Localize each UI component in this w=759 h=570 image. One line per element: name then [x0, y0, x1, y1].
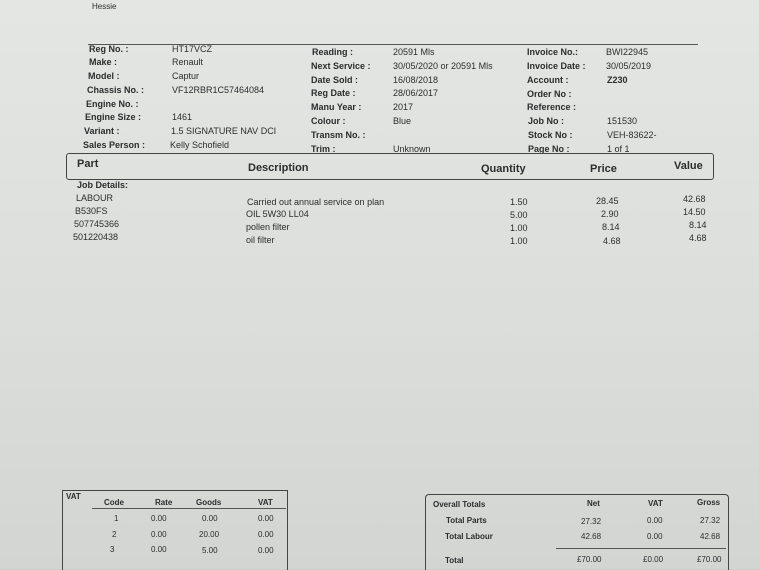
colour-label: Colour :	[311, 116, 346, 126]
job-no-label: Job No :	[528, 116, 564, 126]
total-parts-label: Total Parts	[446, 516, 487, 525]
reference-label: Reference :	[527, 102, 577, 112]
value-header: Value	[674, 160, 703, 172]
reg-date-label: Reg Date :	[311, 88, 356, 98]
line-price: 8.14	[602, 222, 620, 232]
chassis-label: Chassis No. :	[87, 85, 145, 95]
vat-header-rule	[92, 508, 286, 509]
vat-amount: 0.00	[258, 546, 274, 555]
grand-total-vat: £0.00	[643, 555, 664, 564]
stock-no-value: VEH-83622-	[607, 130, 657, 140]
grand-total-net: £70.00	[577, 555, 602, 564]
totals-net-header: Net	[587, 499, 600, 508]
invoice-date-value: 30/05/2019	[606, 61, 652, 71]
line-quantity: 1.00	[510, 236, 528, 246]
totals-title: Overall Totals	[433, 500, 486, 509]
line-value: 4.68	[689, 233, 707, 243]
line-part: LABOUR	[76, 193, 114, 203]
total-labour-vat: 0.00	[647, 532, 663, 541]
engine-size-value: 1461	[172, 112, 193, 122]
header-name: Hessie	[92, 2, 117, 11]
line-description: oil filter	[246, 235, 275, 245]
part-header: Part	[77, 158, 99, 170]
line-price: 4.68	[603, 236, 621, 246]
total-labour-gross: 42.68	[700, 532, 721, 541]
date-sold-label: Date Sold :	[311, 75, 359, 85]
sales-person-label: Sales Person :	[83, 140, 146, 150]
line-description: OIL 5W30 LL04	[246, 209, 309, 219]
line-description: Carried out annual service on plan	[247, 197, 385, 207]
line-quantity: 1.00	[510, 223, 528, 233]
variant-value: 1.5 SIGNATURE NAV DCI	[171, 126, 277, 136]
vat-amount: 0.00	[258, 514, 274, 523]
engine-size-label: Engine Size :	[85, 112, 142, 122]
vat-goods-header: Goods	[196, 498, 222, 507]
vat-goods: 20.00	[199, 530, 220, 539]
next-service-label: Next Service :	[311, 61, 371, 71]
vat-code: 1	[114, 514, 119, 523]
colour-value: Blue	[393, 116, 412, 126]
vat-code-header: Code	[104, 498, 124, 507]
vat-code: 2	[112, 530, 117, 539]
model-label: Model :	[88, 71, 120, 81]
vat-goods: 0.00	[202, 514, 218, 523]
order-no-label: Order No :	[527, 89, 572, 99]
reg-no-label: Reg No. :	[89, 44, 129, 54]
next-service-value: 30/05/2020 or 20591 Mls	[393, 61, 493, 71]
page-no-value: 1 of 1	[607, 144, 630, 154]
total-labour-label: Total Labour	[445, 532, 493, 541]
line-price: 28.45	[596, 196, 619, 206]
reading-label: Reading :	[312, 47, 354, 57]
line-part: B530FS	[75, 206, 108, 216]
vat-rate-header: Rate	[155, 498, 173, 507]
vat-rate: 0.00	[151, 530, 167, 539]
totals-vat-header: VAT	[648, 499, 663, 508]
chassis-value: VF12RBR1C57464084	[172, 85, 265, 95]
line-part: 501220438	[73, 232, 119, 242]
vat-rate: 0.00	[151, 514, 167, 523]
vat-rate: 0.00	[151, 545, 167, 554]
total-parts-vat: 0.00	[647, 516, 663, 525]
page-no-label: Page No :	[528, 144, 570, 154]
line-value: 8.14	[689, 220, 707, 230]
manu-year-value: 2017	[393, 102, 414, 112]
line-part: 507745366	[74, 219, 120, 229]
make-value: Renault	[172, 57, 204, 67]
stock-no-label: Stock No :	[528, 130, 573, 140]
price-header: Price	[590, 163, 617, 175]
description-header: Description	[248, 162, 309, 174]
sales-person-value: Kelly Schofield	[170, 140, 230, 150]
engine-no-label: Engine No. :	[86, 99, 139, 109]
invoice-no-label: Invoice No.:	[527, 47, 579, 57]
line-value: 14.50	[683, 207, 706, 217]
account-label: Account :	[527, 75, 569, 85]
line-quantity: 1.50	[510, 197, 528, 207]
vat-amount: 0.00	[258, 530, 274, 539]
line-price: 2.90	[601, 209, 619, 219]
vat-code: 3	[110, 545, 115, 554]
quantity-header: Quantity	[481, 163, 526, 175]
trim-label: Trim :	[311, 144, 336, 154]
job-details-label: Job Details:	[77, 180, 129, 190]
vat-vat-header: VAT	[258, 498, 273, 507]
vat-goods: 5.00	[202, 546, 218, 555]
total-labour-net: 42.68	[581, 532, 602, 541]
totals-rule	[556, 548, 726, 549]
grand-total-gross: £70.00	[697, 555, 722, 564]
invoice-no-value: BWI22945	[606, 47, 649, 57]
model-value: Captur	[172, 71, 200, 81]
account-value: Z230	[607, 75, 628, 85]
line-value: 42.68	[683, 194, 706, 204]
manu-year-label: Manu Year :	[311, 102, 362, 112]
variant-label: Variant :	[84, 126, 120, 136]
reg-date-value: 28/06/2017	[393, 88, 439, 98]
line-description: pollen filter	[246, 222, 290, 232]
total-parts-gross: 27.32	[700, 516, 721, 525]
date-sold-value: 16/08/2018	[393, 75, 439, 85]
trim-value: Unknown	[393, 144, 431, 154]
reg-no-value: HT17VCZ	[172, 44, 213, 54]
line-quantity: 5.00	[510, 210, 528, 220]
vat-table	[62, 490, 288, 570]
reading-value: 20591 Mls	[393, 47, 435, 57]
invoice-date-label: Invoice Date :	[527, 61, 586, 71]
transm-no-label: Transm No. :	[311, 130, 366, 140]
totals-gross-header: Gross	[697, 498, 721, 507]
total-parts-net: 27.32	[581, 517, 602, 526]
grand-total-label: Total	[445, 556, 464, 565]
vat-title: VAT	[66, 492, 81, 501]
job-no-value: 151530	[607, 116, 638, 126]
make-label: Make :	[89, 57, 118, 67]
